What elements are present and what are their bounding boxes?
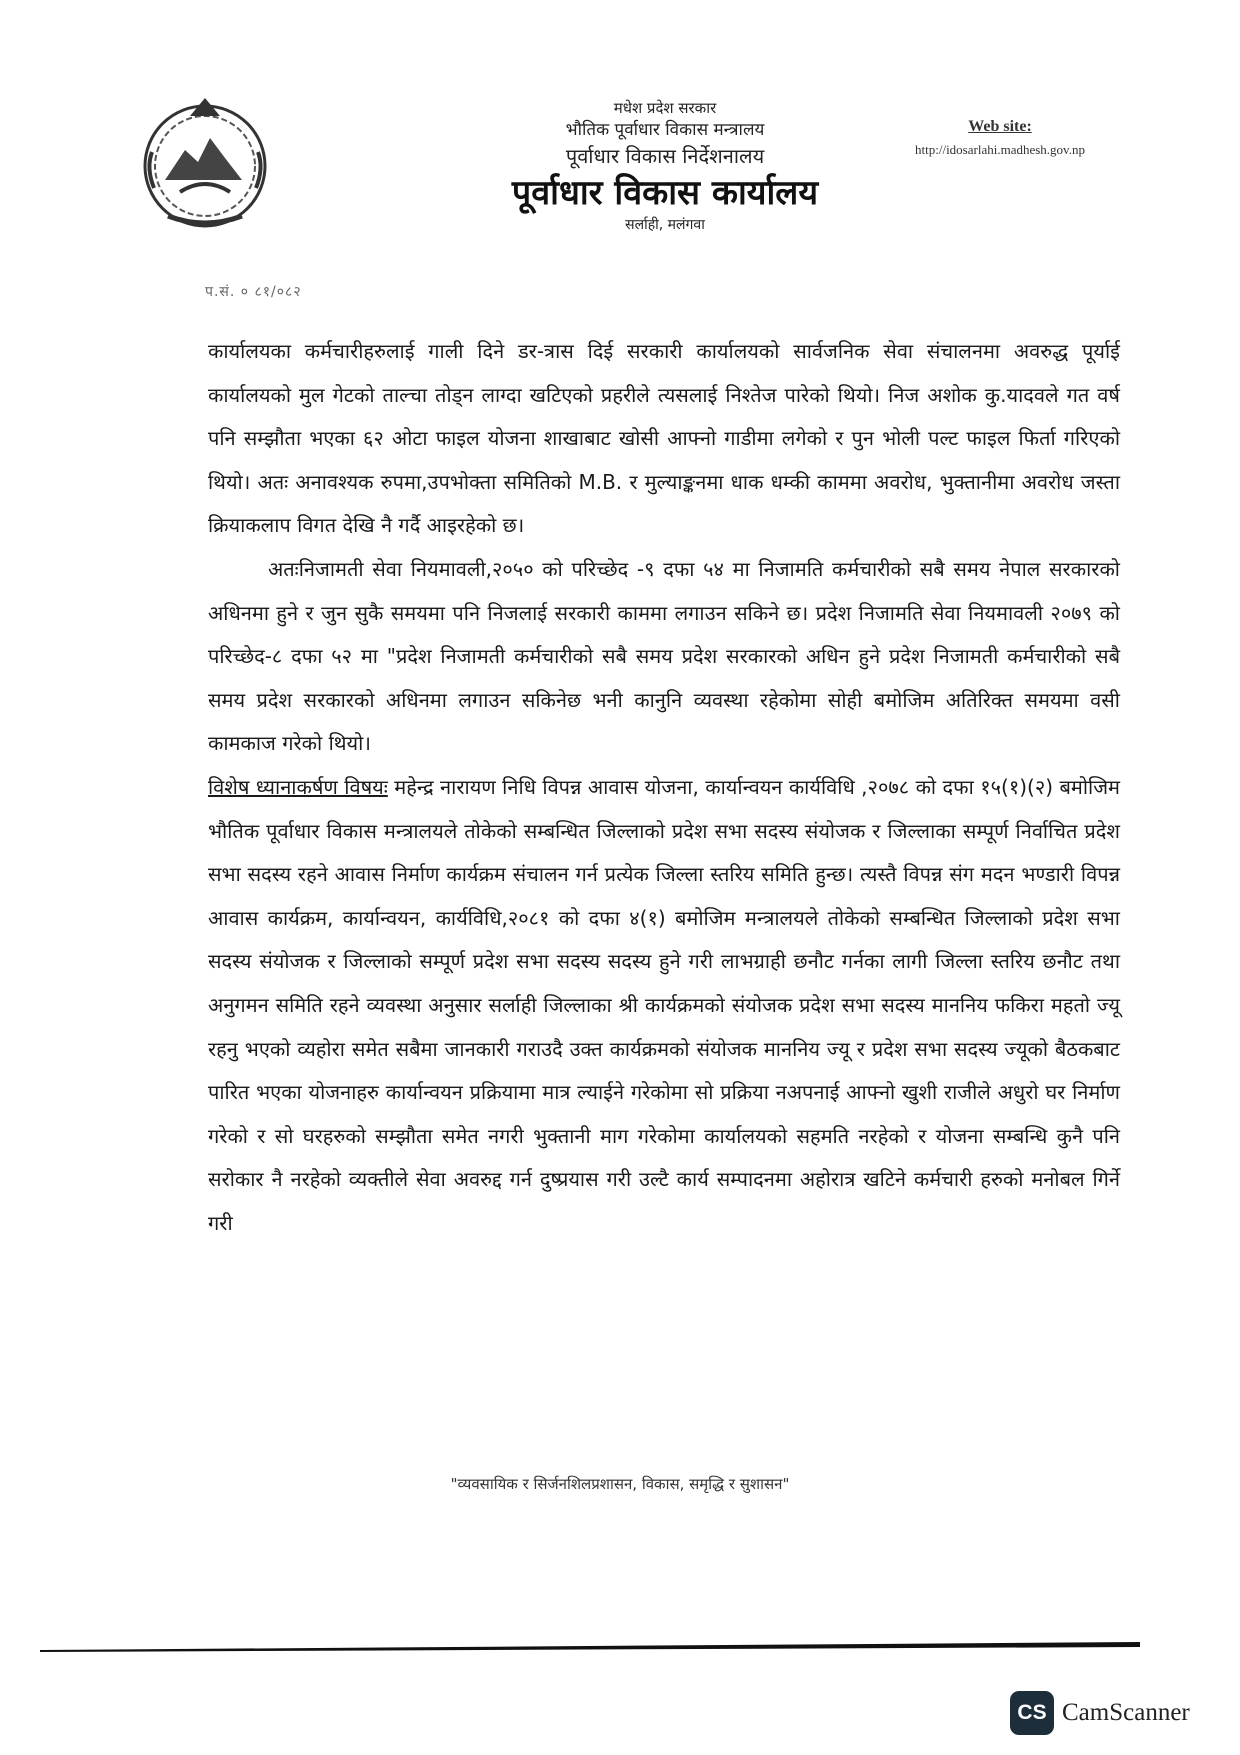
letterhead	[470, 98, 860, 234]
header-office: पूर्वाधार विकास कार्यालय	[511, 173, 819, 213]
website-block	[870, 118, 1130, 158]
letter-body	[208, 330, 1120, 1245]
header-ministry: भौतिक पूर्वाधार विकास मन्त्रालय	[565, 120, 765, 140]
subject-text: महेन्द्र नारायण निधि विपन्न आवास योजना, कार्यान्वयन कार्यविधि ,२०७८ को दफा १५(१)(२) बमोजिम भौतिक पूर्वाधार विकास मन्त्रालयले तोकेको सम्बन्धित जिल्लाको प्रदेश सभा सदस्य संयोजक र जिल्लाका सम्पूर्ण निर्वाचित प्रदेश सभा सदस्य रहने आवास निर्माण कार्यक्रम संचालन गर्न प्रत्येक जिल्ला स्तरिय समिति हुन्छ। त्यस्तै विपन्न संग मदन भण्डारी विपन्न आवास कार्यक्रम, कार्यान्वयन, कार्यविधि,२०८१ को दफा ४(१) बमोजिम मन्त्रालयले तोकेको सम्बन्धित जिल्लाको प्रदेश सभा सदस्य संयोजक र जिल्लाको सम्पूर्ण प्रदेश सभा सदस्य सदस्य हुने गरी लाभग्राही छनौट गर्नका लागी जिल्ला स्तरिय छनौट तथा अनुगमन समिति रहने व्यवस्था अनुसार सर्लाही जिल्लाका श्री कार्यक्रमको संयोजक प्रदेश सभा सदस्य माननिय फकिरा महतो ज्यू रहनु भएको व्यहोरा समेत सबैमा जानकारी गराउदै उक्त कार्यक्रमको संयोजक माननिय ज्यू र प्रदेश सभा सदस्य ज्यूको बैठकबाट पारित भएका योजनाहरु कार्यान्वयन प्रक्रियामा मात्र ल्याईने गरेकोमा सो प्रक्रिया नअपनाई आफ्नो खुशी राजीले अधुरो घर निर्माण गरेको र सो घरहरुको सम्झौता समेत नगरी भुक्तानी माग गरेकोमा कार्यालयको सहमति नरहेको र योजना सम्बन्धि कुनै पनि सरोकार नै नरहेको व्यक्तीले सेवा अवरुद्द गर्न दुष्प्रयास गरी उल्टै कार्य सम्पादनमा अहोरात्र खटिने कर्मचारी हरुको मनोबल गिर्ने गरी	[208, 774, 1120, 1235]
website-title: Web site:	[968, 118, 1032, 135]
scan-edge-shadow	[40, 1640, 1140, 1652]
header-directorate: पूर्वाधार विकास निर्देशनालय	[565, 144, 765, 168]
footer-slogan: "व्यवसायिक र सिर्जनशिलप्रशासन, विकास, समृद्धि र सुशासन"	[450, 1475, 790, 1493]
reference-number: प.सं. ० ८१/०८२	[205, 284, 302, 300]
website-url[interactable]: http://idosarlahi.madhesh.gov.np	[915, 142, 1085, 157]
header-government: मधेश प्रदेश सरकार	[613, 99, 717, 117]
subject-label: विशेष ध्यानाकर्षण विषयः	[208, 774, 388, 799]
camscanner-name: CamScanner	[1062, 1699, 1190, 1726]
header-location: सर्लाही, मलंगवा	[625, 217, 705, 233]
nepal-emblem-icon	[130, 88, 280, 238]
paragraph: अतःनिजामती सेवा नियमावली,२०५० को परिच्छेद -९ दफा ५४ मा निजामति कर्मचारीको सबै समय नेपाल सरकारको अधिनमा हुने र जुन सुकै समयमा पनि निजलाई सरकारी काममा लगाउन सकिने छ। प्रदेश निजामति सेवा नियमावली २०७९ को परिच्छेद-८ दफा ५२ मा "प्रदेश निजामती कर्मचारीको सबै समय प्रदेश सरकारको अधिन हुने प्रदेश निजामती कर्मचारीको सबै समय प्रदेश सरकारको अधिनमा लगाउन सकिनेछ भनी कानुनि व्यवस्था रहेकोमा सोही बमोजिम अतिरिक्त समयमा वसी कामकाज गरेको थियो।	[208, 556, 1120, 756]
paragraph: कार्यालयका कर्मचारीहरुलाई गाली दिने डर-त्रास दिई सरकारी कार्यालयको सार्वजनिक सेवा संचालनमा अवरुद्ध पूर्याई कार्यालयको मुल गेटको ताल्चा तोड्न लाग्दा खटिएको प्रहरीले त्यसलाई निश्तेज पारेको थियो। निज अशोक कु.यादवले गत वर्ष पनि सम्झौता भएका ६२ ओटा फाइल योजना शाखाबाट खोसी आफ्नो गाडीमा लगेको र पुन भोली पल्ट फाइल फिर्ता गरिएको थियो। अतः अनावश्यक रुपमा,उपभोक्ता समितिको M.B. र मुल्याङ्कनमा धाक धम्की काममा अवरोध, भुक्तानीमा अवरोध जस्ता क्रियाकलाप विगत देखि नै गर्दै आइरहेको छ।	[208, 339, 1120, 538]
subject-paragraph	[208, 766, 1120, 1246]
camscanner-watermark	[1010, 1690, 1190, 1736]
camscanner-logo-icon: CS	[1010, 1691, 1054, 1735]
